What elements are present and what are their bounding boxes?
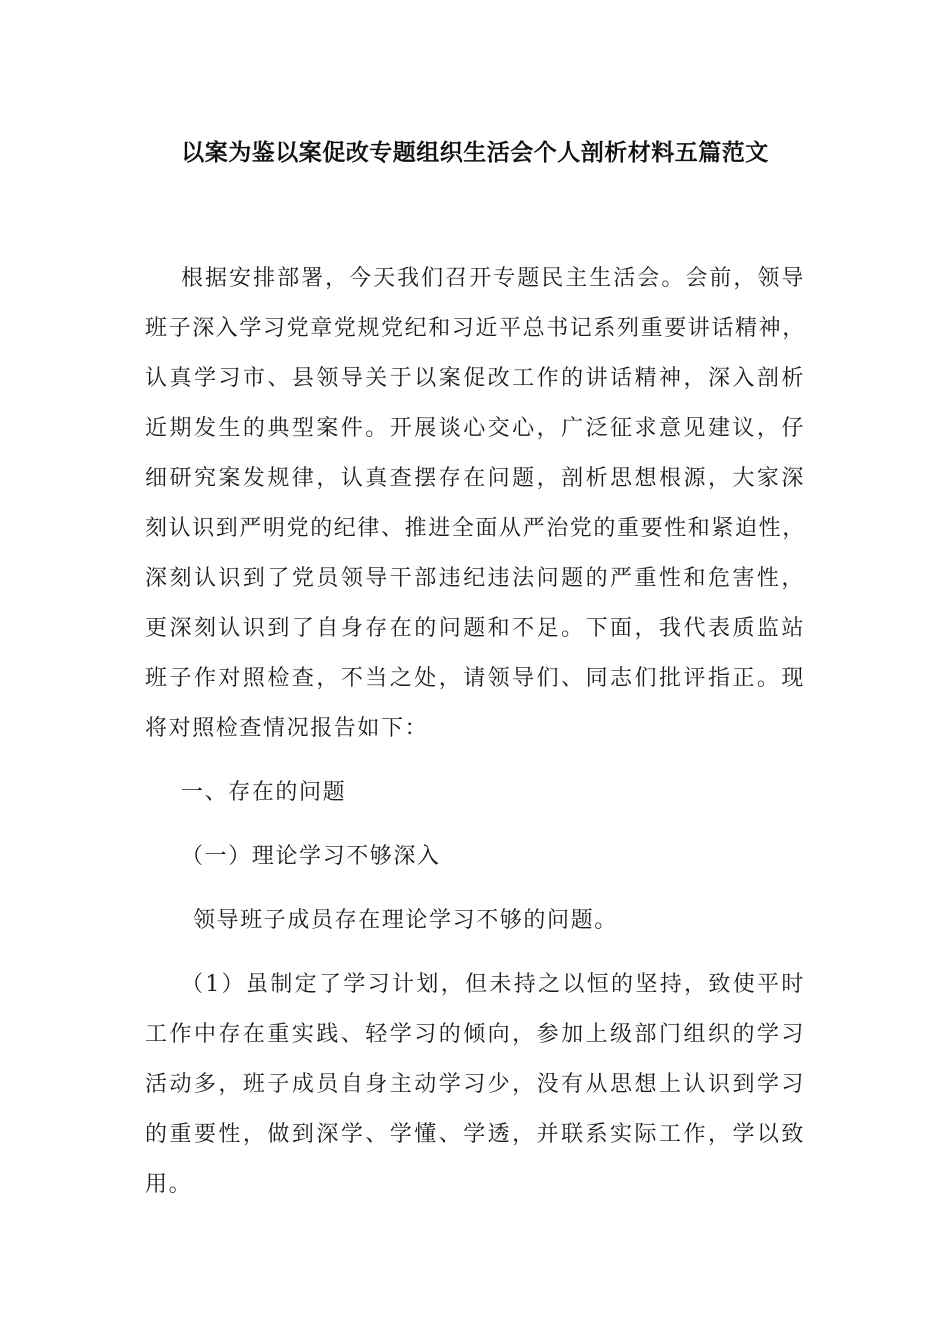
paragraph-line: 认真学习市、县领导关于以案促改工作的讲话精神，深入剖析 — [145, 366, 805, 391]
paragraph-line: 深刻认识到了党员领导干部违纪违法问题的严重性和危害性， — [145, 566, 805, 591]
paragraph-line: 细研究案发规律，认真查摆存在问题，剖析思想根源，大家深 — [145, 466, 805, 491]
numbered-paragraph — [145, 960, 805, 1210]
paragraph-line: 班子作对照检查，不当之处，请领导们、同志们批评指正。现 — [145, 666, 805, 691]
paragraph-line: 用。 — [145, 1172, 193, 1197]
spacer — [145, 946, 805, 960]
paragraph-line: 根据安排部署，今天我们召开专题民主生活会。会前，领导 — [181, 266, 805, 291]
paragraph-line: 近期发生的典型案件。开展谈心交心，广泛征求意见建议，仔 — [145, 416, 805, 441]
spacer — [145, 818, 805, 832]
paragraph-line: 更深刻认识到了自身存在的问题和不足。下面，我代表质监站 — [145, 616, 805, 641]
paragraph-line: 将对照检查情况报告如下： — [145, 716, 429, 741]
paragraph-line: 刻认识到严明党的纪律、推进全面从严治党的重要性和紧迫性， — [145, 516, 806, 541]
intro-paragraph — [145, 254, 805, 754]
spacer — [145, 754, 805, 768]
paragraph-line: 班子深入学习党章党规党纪和习近平总书记系列重要讲话精神， — [145, 316, 806, 341]
body-paragraph: 领导班子成员存在理论学习不够的问题。 — [193, 908, 618, 933]
paragraph-line: 的重要性，做到深学、学懂、学透，并联系实际工作，学以致 — [145, 1122, 805, 1147]
subsection-heading: （一）理论学习不够深入 — [181, 844, 441, 869]
paragraph-line: 工作中存在重实践、轻学习的倾向，参加上级部门组织的学习 — [145, 1022, 805, 1047]
paragraph-line: 活动多，班子成员自身主动学习少，没有从思想上认识到学习 — [145, 1072, 805, 1097]
document-title: 以案为鉴以案促改专题组织生活会个人剖析材料五篇范文 — [181, 140, 769, 166]
document-body — [145, 254, 805, 1210]
spacer — [145, 882, 805, 896]
paragraph-line: （1）虽制定了学习计划，但未持之以恒的坚持，致使平时 — [181, 972, 805, 997]
section-heading: 一、存在的问题 — [181, 780, 347, 805]
